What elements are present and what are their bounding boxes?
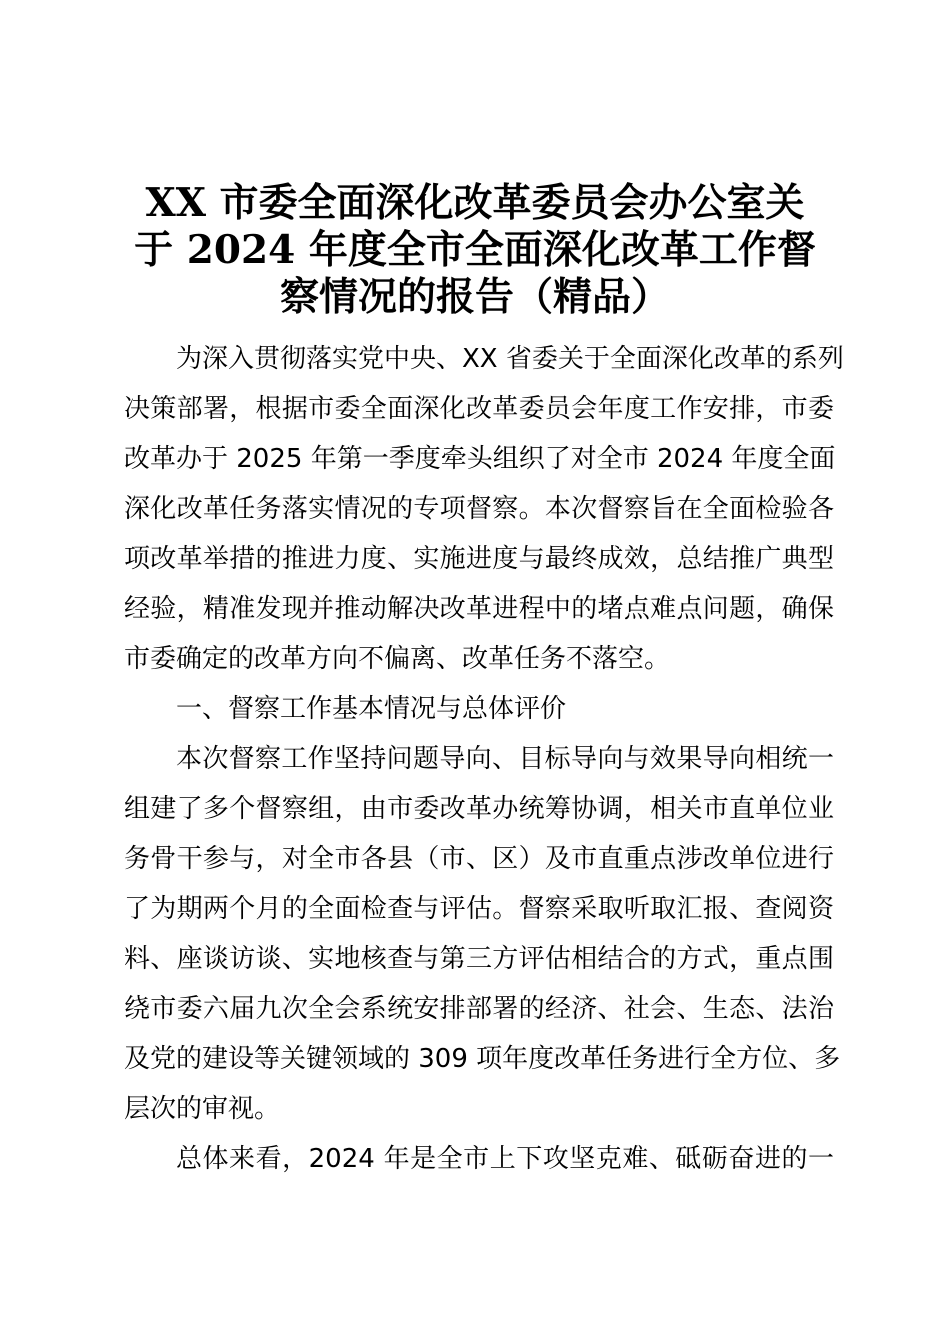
- overview-paragraph: [124, 734, 841, 1134]
- title-line: 于 2024 年度全市全面深化改革工作督: [134, 227, 816, 273]
- document-body: [124, 334, 844, 1184]
- paragraph-line: 项改革举措的推进力度、实施进度与最终成效，总结推广典型: [124, 544, 834, 574]
- document-title: [120, 180, 830, 321]
- paragraph-line: 绕市委六届九次全会系统安排部署的经济、社会、生态、法治: [124, 994, 834, 1024]
- paragraph-line: 组建了多个督察组，由市委改革办统筹协调，相关市直单位业: [124, 794, 834, 824]
- section-heading: 一、督察工作基本情况与总体评价: [176, 694, 567, 724]
- paragraph-line: 料、座谈访谈、实地核查与第三方评估相结合的方式，重点围: [124, 944, 834, 974]
- intro-paragraph: [124, 334, 844, 684]
- paragraph-line: 本次督察工作坚持问题导向、目标导向与效果导向相统一: [176, 744, 834, 774]
- paragraph-line: 务骨干参与，对全市各县（市、区）及市直重点涉改单位进行: [124, 844, 834, 874]
- paragraph-line: 经验，精准发现并推动解决改革进程中的堵点难点问题，确保: [124, 594, 834, 624]
- title-line: 察情况的报告（精品）: [279, 274, 670, 320]
- paragraph-line: 总体来看，2024 年是全市上下攻坚克难、砥砺奋进的一: [176, 1144, 834, 1174]
- title-line: XX 市委全面深化改革委员会办公室关: [145, 180, 805, 226]
- paragraph-line: 深化改革任务落实情况的专项督察。本次督察旨在全面检验各: [124, 494, 834, 524]
- paragraph-line: 及党的建设等关键领域的 309 项年度改革任务进行全方位、多: [124, 1044, 841, 1074]
- paragraph-line: 了为期两个月的全面检查与评估。督察采取听取汇报、查阅资: [124, 894, 834, 924]
- paragraph-line: 为深入贯彻落实党中央、XX 省委关于全面深化改革的系列: [176, 344, 844, 374]
- paragraph-line: 改革办于 2025 年第一季度牵头组织了对全市 2024 年度全面: [124, 444, 836, 474]
- summary-paragraph: [124, 1134, 834, 1184]
- paragraph-line: 层次的审视。: [124, 1094, 281, 1124]
- paragraph-line: 决策部署，根据市委全面深化改革委员会年度工作安排，市委: [124, 394, 834, 424]
- paragraph-line: 市委确定的改革方向不偏离、改革任务不落空。: [124, 644, 671, 674]
